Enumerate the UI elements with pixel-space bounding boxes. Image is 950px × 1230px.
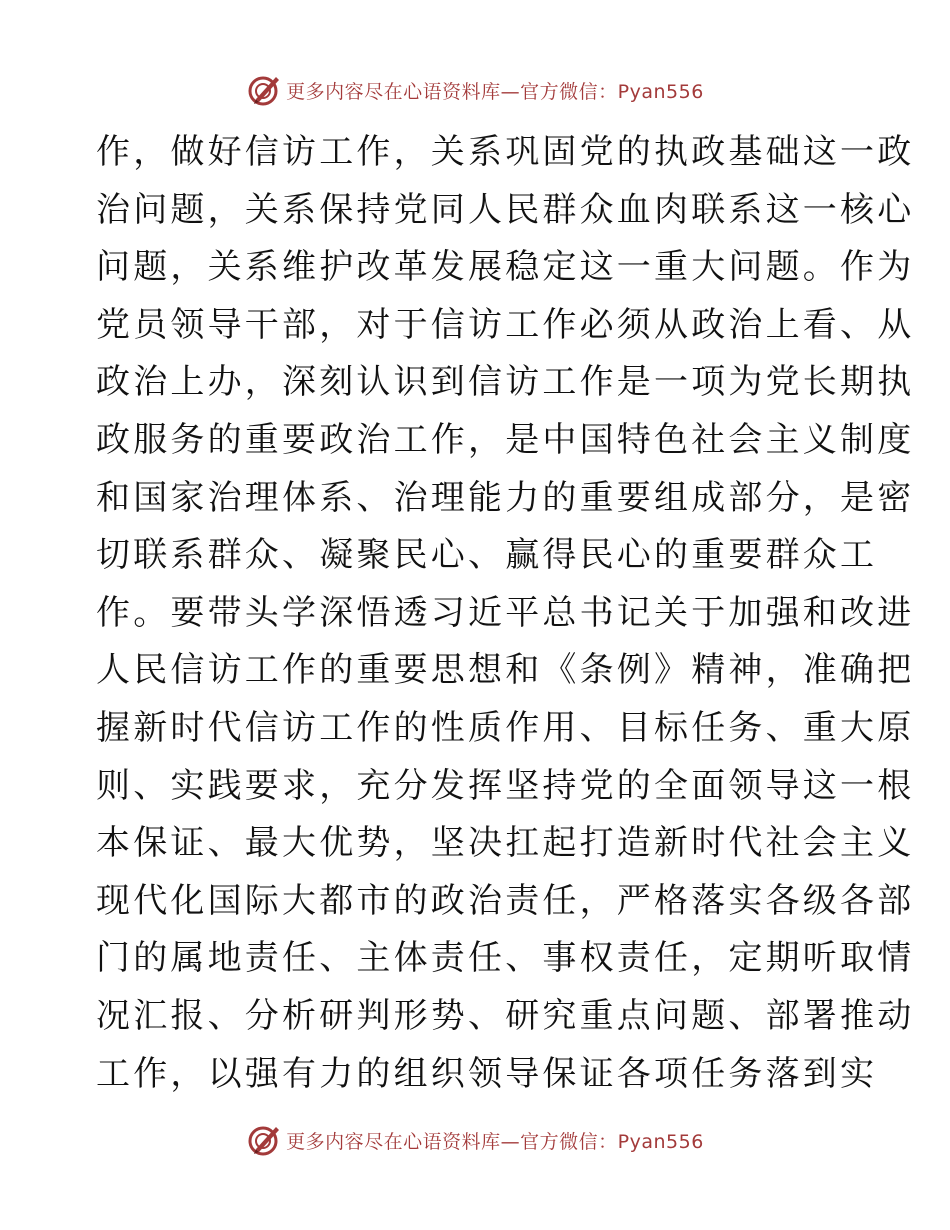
body-line: 作。要带头学深悟透习近平总书记关于加强和改进 (96, 592, 915, 633)
footer-watermark-text: 更多内容尽在心语资料库—官方微信：Pyan556 (286, 1130, 704, 1153)
body-line: 工作，以强有力的组织领导保证各项任务落到实 (96, 1053, 878, 1094)
footer-watermark (0, 1118, 950, 1162)
body-line: 政服务的重要政治工作，是中国特色社会主义制度 (96, 419, 915, 460)
body-line: 政治上办，深刻认识到信访工作是一项为党长期执 (96, 362, 915, 403)
header-watermark (0, 68, 950, 112)
body-line: 作，做好信访工作，关系巩固党的执政基础这一政 (96, 132, 915, 172)
body-line: 问题，关系维护改革发展稳定这一重大问题。作为 (96, 247, 915, 288)
pen-circle-logo-icon (246, 1122, 282, 1158)
body-line: 况汇报、分析研判形势、研究重点问题、部署推动 (96, 995, 915, 1036)
body-line: 和国家治理体系、治理能力的重要组成部分，是密 (96, 477, 915, 518)
body-line: 本保证、最大优势，坚决扛起打造新时代社会主义 (96, 823, 915, 864)
pen-circle-logo-icon (246, 72, 282, 108)
document-body (96, 124, 915, 1103)
body-line: 切联系群众、凝聚民心、赢得民心的重要群众工 (96, 535, 878, 576)
body-line: 人民信访工作的重要思想和《条例》精神，准确把 (96, 650, 915, 691)
body-line: 党员领导干部，对于信访工作必须从政治上看、从 (96, 304, 915, 345)
body-line: 治问题，关系保持党同人民群众血肉联系这一核心 (96, 189, 915, 230)
header-watermark-text: 更多内容尽在心语资料库—官方微信：Pyan556 (286, 80, 704, 103)
body-line: 门的属地责任、主体责任、事权责任，定期听取情 (96, 938, 915, 979)
body-line: 握新时代信访工作的性质作用、目标任务、重大原 (96, 707, 915, 748)
body-line: 则、实践要求，充分发挥坚持党的全面领导这一根 (96, 765, 915, 806)
body-line: 现代化国际大都市的政治责任，严格落实各级各部 (96, 880, 915, 921)
